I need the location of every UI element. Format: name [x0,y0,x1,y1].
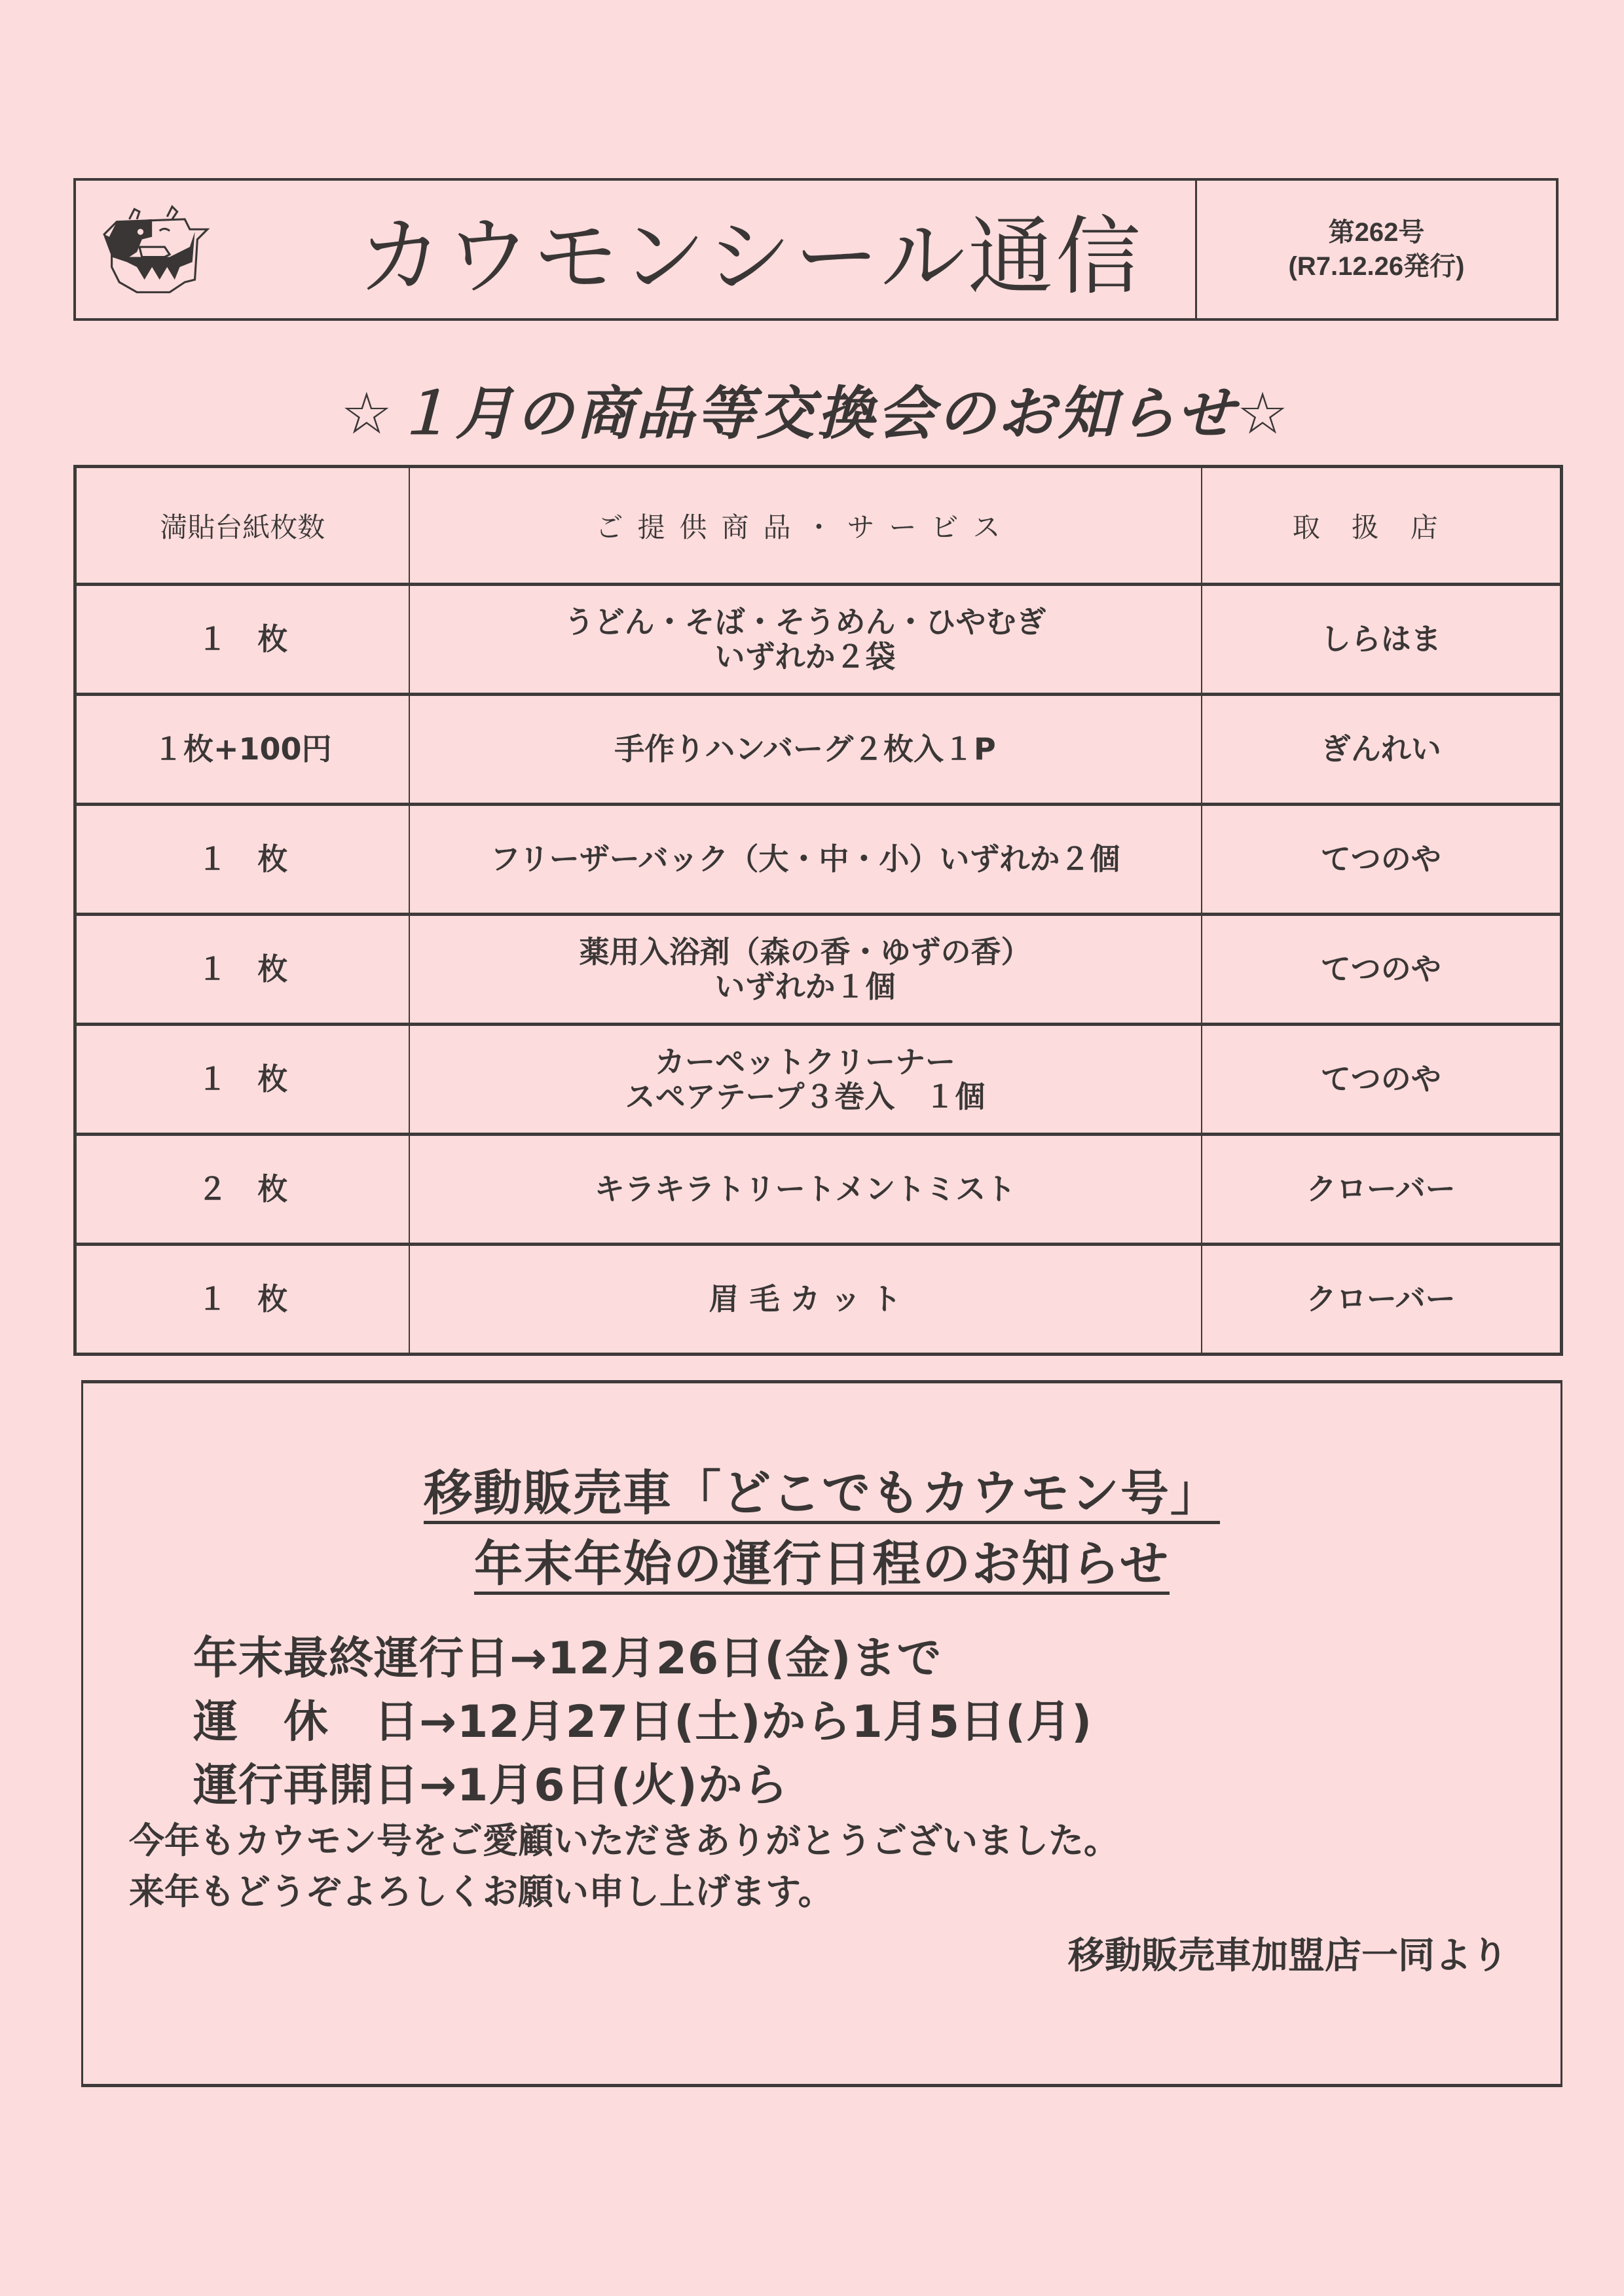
product-line: 手作りハンバーグ２枚入１P [614,731,996,767]
closing-message [129,1815,1119,1918]
exchange-table [73,465,1563,1356]
table-row [75,805,1562,915]
product-line: いずれか１個 [714,968,896,1004]
issue-info [1195,181,1556,318]
table-row [75,1025,1562,1135]
product-line: 薬用入浴剤（森の香・ゆずの香） [579,934,1031,970]
notice-title-text: 移動販売車「どこでもカウモン号」 [424,1468,1220,1524]
closing-line: 今年もカウモン号をご愛顧いただきありがとうございました。 [129,1820,1119,1861]
sheets-cell: １ 枚 [75,805,409,915]
cow-mascot-icon [89,191,220,308]
product-cell [409,1025,1202,1135]
logo-cell [76,181,233,318]
sheets-cell: １枚+100円 [75,695,409,805]
store-cell: しらはま [1202,585,1562,695]
store-cell: てつのや [1202,1025,1562,1135]
store-cell: てつのや [1202,805,1562,915]
product-cell [409,1135,1202,1245]
product-line: カーペットクリーナー [654,1044,956,1080]
notice-title-line2 [83,1536,1560,1595]
store-cell: ぎんれい [1202,695,1562,805]
product-line: スペアテープ３巻入 １個 [625,1078,986,1114]
schedule-list [193,1627,1092,1817]
sheets-cell: １ 枚 [75,1245,409,1355]
notice-title-line1 [83,1465,1560,1524]
column-header-sheets: 満貼台紙枚数 [75,467,409,585]
store-cell: クローバー [1202,1135,1562,1245]
store-cell: てつのや [1202,915,1562,1025]
sheets-cell: １ 枚 [75,915,409,1025]
mobile-sales-notice [81,1380,1562,2087]
issue-date: (R7.12.26発行) [1288,252,1465,281]
table-row [75,585,1562,695]
product-line: うどん・そば・そうめん・ひやむぎ [564,604,1046,640]
sheets-cell: １ 枚 [75,1025,409,1135]
product-line: キラキラトリートメントミスト [594,1171,1016,1207]
schedule-closed-days: 運 休 日→12月27日(土)から1月5日(月) [193,1696,1093,1748]
notice-title-text: 年末年始の運行日程のお知らせ [474,1539,1170,1595]
column-header-store: 取扱店 [1202,467,1562,585]
product-cell [409,1245,1202,1355]
closing-line: 来年もどうぞよろしくお願い申し上げます。 [129,1871,834,1912]
product-line: フリーザーバック（大・中・小）いずれか２個 [490,841,1120,877]
signature: 移動販売車加盟店一同より [1068,1935,1508,1977]
product-cell [409,695,1202,805]
schedule-last-day: 年末最終運行日→12月26日(金)まで [193,1633,942,1685]
product-line: いずれか２袋 [714,638,896,674]
product-line: 眉 毛 カ ッ ト [709,1281,902,1317]
schedule-resume-day: 運行再開日→1月6日(火)から [193,1760,788,1812]
store-cell: クローバー [1202,1245,1562,1355]
table-row [75,1245,1562,1355]
product-cell [409,585,1202,695]
table-header-row [75,467,1562,585]
issue-number: 第262号 [1328,218,1425,247]
table-row [75,695,1562,805]
product-cell [409,915,1202,1025]
table-row [75,915,1562,1025]
newsletter-header [73,178,1559,321]
newsletter-title: カウモンシール通信 [357,206,1144,306]
table-row [75,1135,1562,1245]
product-cell [409,805,1202,915]
sheets-cell: ２ 枚 [75,1135,409,1245]
column-header-product: ご提供商品・サービス [409,467,1202,585]
sheets-cell: １ 枚 [75,585,409,695]
exchange-heading: ☆１月の商品等交換会のお知らせ☆ [341,380,1291,447]
